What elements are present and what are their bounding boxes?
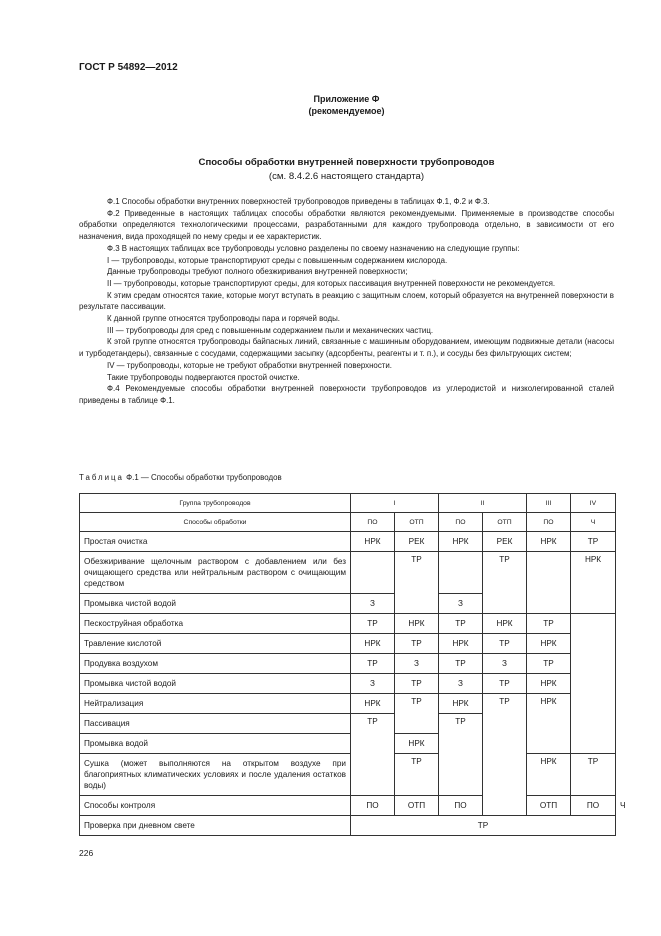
table-cell: ТР <box>395 754 439 796</box>
paragraph-f1: Ф.1 Способы обработки внутренних поверхностей трубопроводов приведены в таблицах Ф.1, Ф.2 и Ф.3. <box>107 197 490 206</box>
row-label: Травление кислотой <box>80 634 351 654</box>
table-cell: НРК <box>527 694 571 754</box>
document-code: ГОСТ Р 54892—2012 <box>79 62 178 73</box>
header-method: ПО <box>527 513 571 532</box>
header-group-1: I <box>351 494 439 513</box>
section-subtitle: (см. 8.4.2.6 настоящего стандарта) <box>268 171 425 182</box>
table-cell: ТР <box>483 552 527 614</box>
table-cell: ТР <box>395 552 439 614</box>
table-cell <box>571 614 616 754</box>
table-row <box>80 654 616 674</box>
table-cell: З <box>439 674 483 694</box>
table-cell: НРК <box>527 754 571 796</box>
header-group-3: III <box>527 494 571 513</box>
paragraph-group-4-note: Такие трубопроводы подвергаются простой очистке. <box>107 372 300 382</box>
table-caption-label: Таблица <box>79 473 124 482</box>
table-cell <box>527 552 571 614</box>
table-cell: ТР <box>351 614 395 634</box>
row-label: Промывка чистой водой <box>80 674 351 694</box>
table-caption-text: Ф.1 — Способы обработки трубопроводов <box>123 473 282 482</box>
paragraph-f2: Ф.2 Приведенные в настоящих таблицах способы обработки являются рекомендуемыми. Применяемые в производстве способы обработки определяются технологическими процессами, разработанными для каждого трубопровода отдельно, в зависимости от его назначения, вида проходящей по нему среды и ее характеристик. <box>79 208 614 242</box>
table-row <box>80 694 616 714</box>
appendix-subtitle: (рекомендуемое) <box>308 106 385 116</box>
table-cell: ТР <box>351 654 395 674</box>
row-label: Обезжиривание щелочным раствором с добавлением или без очищающего средства или нейтральным раствором с очищающим средством <box>80 552 351 594</box>
paragraph-group-2-note: К данной группе относятся трубопроводы пара и горячей воды. <box>107 314 340 324</box>
table-cell: ТР <box>395 694 439 734</box>
table-cell: НРК <box>571 552 616 614</box>
header-method: ОТП <box>483 513 527 532</box>
table-cell: З <box>351 594 395 614</box>
table-header-groups <box>80 494 616 513</box>
row-label: Проверка при дневном свете <box>80 816 351 836</box>
paragraph-f3: Ф.3 В настоящих таблицах все трубопроводы условно разделены по своему назначению на следующие группы: <box>107 243 520 253</box>
table-header-methods <box>80 513 616 532</box>
header-method: ПО <box>351 513 395 532</box>
table-cell: НРК <box>395 614 439 634</box>
header-method-label: Способы обработки <box>80 513 351 532</box>
table-caption <box>79 473 282 482</box>
paragraph-group-4: IV — трубопроводы, которые не требуют обработки внутренней поверхности. <box>107 360 392 370</box>
table-cell: НРК <box>439 634 483 654</box>
table-cell: ТР <box>483 694 527 816</box>
table-cell: ПО <box>439 796 483 816</box>
header-method: ПО <box>439 513 483 532</box>
row-label: Продувка воздухом <box>80 654 351 674</box>
table-cell: ТР <box>439 654 483 674</box>
row-label: Сушка (может выполняются на открытом воздухе при благоприятных климатических условиях и после удаления остатков воды) <box>80 754 351 796</box>
paragraph-group-2-media: К этим средам относятся такие, которые могут вступать в реакцию с защитным слоем, который образуется на внутренней поверхности в результате пассивации. <box>79 290 614 312</box>
row-label: Пассивация <box>80 714 351 734</box>
row-label: Способы контроля <box>80 796 351 816</box>
paragraph-group-1-note: Данные трубопроводы требуют полного обезжиривания внутренней поверхности; <box>107 267 408 277</box>
table-row <box>80 634 616 654</box>
table-cell: ТР <box>439 614 483 634</box>
treatment-table <box>79 493 626 836</box>
paragraph-f4: Ф.4 Рекомендуемые способы обработки внутренней поверхности трубопроводов из углеродистой и низколегированной сталей приведены в таблице Ф.1. <box>79 384 614 405</box>
table-cell: З <box>395 654 439 674</box>
table-cell: З <box>351 674 395 694</box>
table-cell: ОТП <box>395 796 439 816</box>
table-cell: ОТП <box>527 796 571 816</box>
table-cell <box>351 552 395 594</box>
body-text <box>79 196 614 407</box>
page-number: 226 <box>79 848 94 858</box>
table-cell: НРК <box>527 532 571 552</box>
table-cell: ТР <box>351 714 395 796</box>
table-cell: НРК <box>527 674 571 694</box>
paragraph-group-3-note: К этой группе относятся трубопроводы байпасных линий, связанные с машинным оборудованием, имеющим подвижные детали (насосы и турбодетандеры), связанные с сосудами, содержащими засыпку (адсорбенты, реагенты и т. п.), и сосуды без фильтрующих систем; <box>79 337 614 359</box>
header-group-2: II <box>439 494 527 513</box>
row-label: Нейтрализация <box>80 694 351 714</box>
table-cell: ТР <box>527 654 571 674</box>
table-cell: ТР <box>571 532 616 552</box>
table-cell: З <box>483 654 527 674</box>
paragraph-group-1: I — трубопроводы, которые транспортируют среды с повышенным содержанием кислорода. <box>107 255 448 265</box>
header-group-4: IV <box>571 494 616 513</box>
table-cell: НРК <box>439 694 483 714</box>
table-row: Способы контроля ПО ОТП ПО ОТП ПО Ч <box>80 796 616 816</box>
table-cell: ТР <box>439 714 483 796</box>
table-row <box>80 754 616 796</box>
table-row <box>80 614 616 634</box>
row-label: Простая очистка <box>80 532 351 552</box>
table-row <box>80 674 616 694</box>
row-label: Промывка чистой водой <box>80 594 351 614</box>
table-cell: НРК <box>351 634 395 654</box>
table-cell: РЕК <box>483 532 527 552</box>
header-group-label: Группа трубопроводов <box>80 494 351 513</box>
row-label: Промывка водой <box>80 734 351 754</box>
table-cell: ТР <box>571 754 616 796</box>
table-cell: РЕК <box>395 532 439 552</box>
header-method: ОТП <box>395 513 439 532</box>
table-cell: ТР <box>351 816 616 836</box>
table-cell: НРК <box>483 614 527 634</box>
table-cell: ТР <box>527 614 571 634</box>
table-cell: ТР <box>395 674 439 694</box>
header-method: Ч <box>571 513 616 532</box>
table-cell: ТР <box>395 634 439 654</box>
section-title: Способы обработки внутренней поверхности трубопроводов <box>198 157 495 168</box>
table-cell: НРК <box>395 734 439 754</box>
table-row <box>80 532 616 552</box>
table-cell: НРК <box>351 694 395 714</box>
paragraph-group-2: II — трубопроводы, которые транспортируют среды, для которых пассивация внутренней поверхности не рекомендуется. <box>107 278 556 288</box>
table-cell <box>439 552 483 594</box>
table-cell: ПО <box>571 796 616 816</box>
table-cell: ТР <box>483 634 527 654</box>
table-cell: НРК <box>527 634 571 654</box>
table-row <box>80 552 616 594</box>
table-row <box>80 816 616 836</box>
table-cell: З <box>439 594 483 614</box>
paragraph-group-3: III — трубопроводы для сред с повышенным содержанием пыли и механических частиц. <box>107 325 434 335</box>
row-label: Пескоструйная обработка <box>80 614 351 634</box>
table-cell: НРК <box>351 532 395 552</box>
table-cell: ТР <box>483 674 527 694</box>
appendix-title: Приложение Ф <box>313 94 380 104</box>
table-cell: НРК <box>439 532 483 552</box>
table-cell: ПО <box>351 796 395 816</box>
